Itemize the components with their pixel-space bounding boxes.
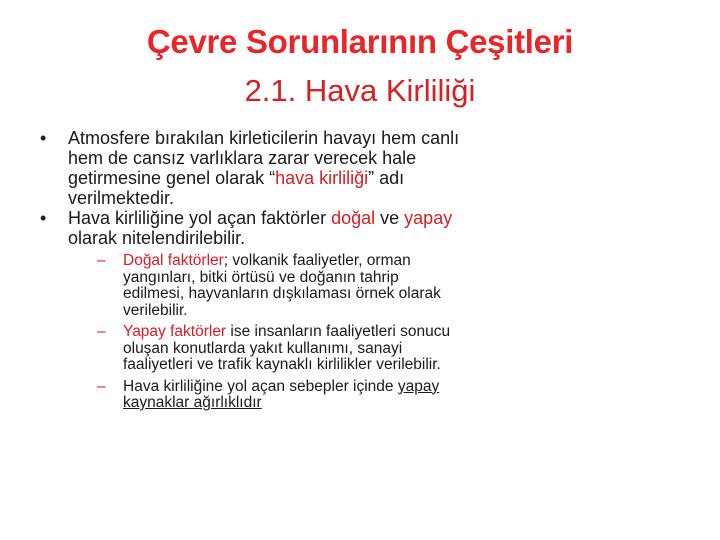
bullet-marker: • bbox=[40, 208, 47, 228]
sub-bullet-text: ; volkanik faaliyetler, orman yangınları, bitki örtüsü ve doğanın tahrip edilmesi, hayvanların dışkılaması örnek olarak verilebilir. bbox=[123, 252, 441, 319]
bullet-text: ” adı verilmektedir. bbox=[68, 168, 405, 208]
bullet-text: Hava kirliliğine yol açan faktörler bbox=[68, 208, 332, 228]
bullet-text: olarak nitelendirilebilir. bbox=[68, 228, 246, 248]
bullet-item-1 bbox=[40, 128, 480, 208]
highlight-term: yapay bbox=[404, 208, 453, 228]
sub-bullet-text: Hava kirliliğine yol açan sebepler içinde bbox=[123, 377, 398, 395]
highlight-term: doğal bbox=[331, 208, 376, 228]
sub-bullet-item-1 bbox=[97, 253, 462, 319]
slide-content bbox=[40, 128, 480, 417]
sub-bullet-item-3 bbox=[97, 379, 462, 412]
bullet-text: Atmosfere bırakılan kirleticilerin havayı hem canlı hem de cansız varlıklara zarar verecek hale getirmesine genel olarak “ bbox=[68, 128, 460, 188]
bullet-text: ve bbox=[375, 208, 405, 228]
bullet-marker: • bbox=[40, 128, 47, 148]
slide-subtitle: 2.1. Hava Kirliliği bbox=[244, 73, 476, 108]
highlight-term: Doğal faktörler bbox=[123, 252, 224, 269]
sub-bullet-text: ise insanların faaliyetleri sonucu oluşan konutlarda yakıt kullanımı, sanayi faaliyetleri ve trafik kaynaklı kirlilikler verilebilir. bbox=[123, 323, 451, 373]
sub-bullet-list bbox=[97, 253, 462, 412]
dash-marker: – bbox=[97, 252, 106, 269]
bullet-item-2 bbox=[40, 208, 480, 248]
highlight-term: hava kirliliği bbox=[275, 168, 369, 188]
highlight-term: Yapay faktörler bbox=[123, 323, 227, 340]
slide-title: Çevre Sorunlarının Çeşitleri bbox=[146, 23, 574, 60]
dash-marker: – bbox=[97, 323, 106, 340]
dash-marker: – bbox=[97, 377, 106, 395]
underlined-text: yapay kaynaklar ağırlıklıdır bbox=[123, 377, 440, 411]
sub-bullet-item-2 bbox=[97, 324, 462, 374]
